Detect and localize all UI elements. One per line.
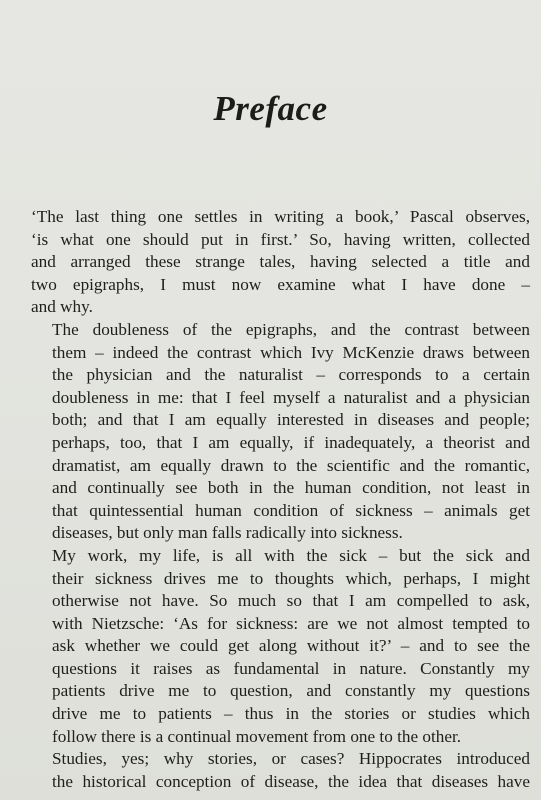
text-line: ‘The last thing one settles in writing a book,’ Pascal observes, [31, 207, 530, 226]
text-line: them – indeed the contrast which Ivy McKenzie draws between [52, 342, 530, 362]
text-line: follow there is a continual movement from one to the other. [52, 726, 462, 746]
text-line: with Nietzsche: ‘As for sickness: are we not almost tempted to [52, 613, 530, 633]
text-line: perhaps, too, that I am equally, if inadequately, a theorist and [52, 432, 530, 452]
text-line: ‘is what one should put in first.’ So, having written, collected [31, 229, 530, 249]
text-line: and continually see both in the human condition, not least in [52, 478, 530, 498]
text-line: patients drive me to question, and constantly my questions [52, 681, 530, 701]
text-line: otherwise not have. So much so that I am compelled to ask, [52, 591, 530, 611]
paragraph-1 [31, 206, 530, 319]
paragraph-3 [31, 545, 530, 748]
text-line: dramatist, am equally drawn to the scientific and the romantic, [52, 455, 530, 475]
text-line: the historical conception of disease, the idea that diseases have [52, 771, 530, 791]
text-line: two epigraphs, I must now examine what I have done – [31, 274, 530, 294]
text-line: My work, my life, is all with the sick – but the sick and [52, 545, 530, 565]
text-line: questions it raises as fundamental in nature. Constantly my [52, 658, 530, 678]
text-line: diseases, but only man falls radically into sickness. [52, 523, 403, 543]
paragraph-4 [31, 748, 530, 793]
text-line: ask whether we could get along without it?’ – and to see the [52, 636, 530, 656]
text-line: Studies, yes; why stories, or cases? Hippocrates introduced [52, 749, 530, 769]
text-line: drive me to patients – thus in the stories or studies which [52, 704, 530, 724]
text-line: doubleness in me: that I feel myself a naturalist and a physician [52, 387, 530, 407]
text-line: The doubleness of the epigraphs, and the contrast between [52, 319, 530, 339]
page-title: Preface [213, 89, 328, 129]
paragraph-2 [31, 319, 530, 545]
text-line: their sickness drives me to thoughts which, perhaps, I might [52, 568, 530, 588]
text-line: and why. [31, 297, 93, 317]
text-line: the physician and the naturalist – corresponds to a certain [52, 365, 530, 385]
text-line: and arranged these strange tales, having selected a title and [31, 252, 530, 272]
preface-body [31, 206, 530, 793]
text-line: that quintessential human condition of sickness – animals get [52, 500, 530, 520]
text-line: both; and that I am equally interested in diseases and people; [52, 410, 530, 430]
